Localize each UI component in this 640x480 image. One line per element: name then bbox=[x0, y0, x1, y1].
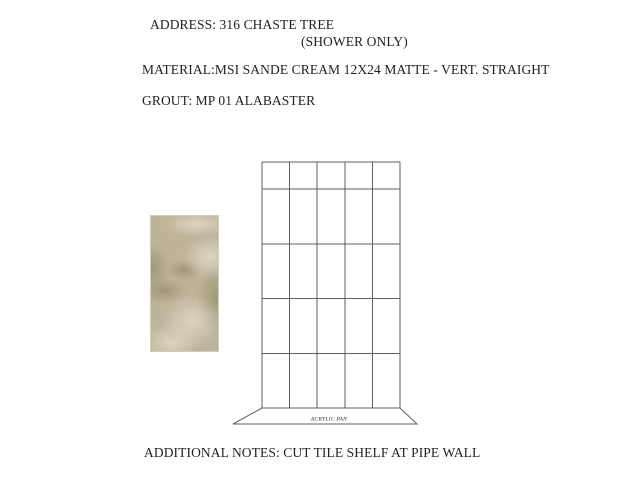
tile-sample-swatch bbox=[150, 215, 219, 352]
pan-label: ACRYLIC PAN bbox=[310, 416, 348, 423]
material-line: MATERIAL:MSI SANDE CREAM 12X24 MATTE - VERT. STRAIGHT bbox=[142, 62, 550, 77]
tile-layout-diagram bbox=[228, 158, 422, 430]
tile-grid bbox=[262, 162, 400, 408]
address-line: ADDRESS: 316 CHASTE TREE bbox=[150, 17, 335, 32]
additional-notes-line: ADDITIONAL NOTES: CUT TILE SHELF AT PIPE WALL bbox=[144, 445, 481, 460]
scope-note: (SHOWER ONLY) bbox=[301, 34, 408, 49]
grout-line: GROUT: MP 01 ALABASTER bbox=[142, 93, 316, 108]
